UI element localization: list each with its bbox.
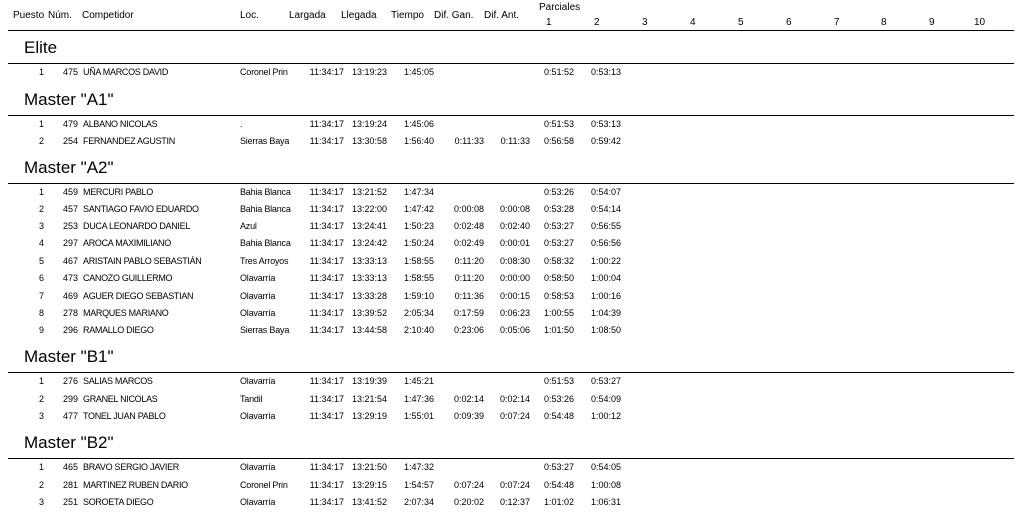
split-1: 0:53:27 [543, 462, 574, 472]
competitor-name: AGUER DIEGO SEBASTIAN [83, 291, 194, 301]
position: 1 [38, 462, 44, 472]
split-2: 1:08:50 [590, 325, 621, 335]
bib-number: 465 [62, 462, 78, 472]
total-time: 1:56:40 [403, 136, 434, 146]
start-time: 11:34:17 [309, 291, 344, 301]
finish-time: 13:39:52 [351, 308, 387, 318]
total-time: 2:05:34 [403, 308, 434, 318]
position: 4 [38, 238, 44, 248]
location: Bahia Blanca [240, 187, 291, 197]
finish-time: 13:22:00 [351, 204, 387, 214]
split-2: 0:54:07 [590, 187, 621, 197]
finish-time: 13:24:41 [351, 221, 387, 231]
gap-to-previous: 0:02:40 [499, 221, 530, 231]
split-1: 0:51:53 [543, 376, 574, 386]
start-time: 11:34:17 [309, 376, 344, 386]
finish-time: 13:33:28 [351, 291, 387, 301]
bib-number: 457 [62, 204, 78, 214]
gap-to-winner: 0:17:59 [453, 308, 484, 318]
start-time: 11:34:17 [309, 136, 344, 146]
competitor-name: MARQUES MARIANO [83, 308, 169, 318]
gap-to-previous: 0:00:00 [499, 273, 530, 283]
category-title: Master "B2" [24, 433, 114, 452]
split-2: 0:54:14 [590, 204, 621, 214]
split-1: 0:58:53 [543, 291, 574, 301]
bib-number: 296 [62, 325, 78, 335]
bib-number: 467 [62, 256, 78, 266]
bib-number: 477 [62, 411, 78, 421]
total-time: 1:50:24 [403, 238, 434, 248]
table-row [0, 272, 1024, 289]
split-2: 1:00:22 [590, 256, 621, 266]
position: 2 [38, 394, 44, 404]
gap-to-winner: 0:07:24 [453, 480, 484, 490]
position: 9 [38, 325, 44, 335]
bib-number: 253 [62, 221, 78, 231]
total-time: 1:47:34 [403, 187, 434, 197]
gap-to-previous: 0:02:14 [499, 394, 530, 404]
table-row [0, 324, 1024, 341]
header-num: Núm. [48, 10, 72, 21]
start-time: 11:34:17 [309, 497, 344, 507]
gap-to-winner: 0:02:48 [453, 221, 484, 231]
header-puesto: Puesto [13, 10, 45, 21]
gap-to-winner: 0:02:14 [453, 394, 484, 404]
split-2: 0:56:56 [590, 238, 621, 248]
table-row [0, 290, 1024, 307]
total-time: 1:55:01 [403, 411, 434, 421]
gap-to-previous: 0:05:06 [499, 325, 530, 335]
start-time: 11:34:17 [309, 411, 344, 421]
total-time: 1:50:23 [403, 221, 434, 231]
competitor-name: DUCA LEONARDO DANIEL [83, 221, 191, 231]
gap-to-winner: 0:09:39 [453, 411, 484, 421]
split-col-2: 2 [594, 17, 600, 28]
split-1: 0:53:26 [543, 394, 574, 404]
category-title: Master "B1" [24, 347, 114, 366]
table-row [0, 237, 1024, 254]
location: Olavarría [240, 462, 276, 472]
gap-to-winner: 0:11:20 [454, 273, 484, 283]
start-time: 11:34:17 [309, 238, 344, 248]
split-2: 1:00:16 [590, 291, 621, 301]
position: 2 [38, 480, 44, 490]
bib-number: 251 [62, 497, 78, 507]
bib-number: 469 [62, 291, 78, 301]
competitor-name: RAMALLO DIEGO [83, 325, 154, 335]
total-time: 1:45:05 [403, 67, 434, 77]
split-col-3: 3 [642, 17, 648, 28]
location: Sierras Baya [240, 325, 290, 335]
split-col-4: 4 [690, 17, 696, 28]
start-time: 11:34:17 [309, 308, 344, 318]
position: 3 [38, 497, 44, 507]
total-time: 1:54:57 [403, 480, 434, 490]
split-2: 0:54:05 [590, 462, 621, 472]
location: Olavarría [240, 273, 276, 283]
split-1: 0:54:48 [543, 480, 574, 490]
finish-time: 13:21:50 [351, 462, 387, 472]
start-time: 11:34:17 [309, 187, 344, 197]
header-llegada: Llegada [341, 10, 377, 21]
table-row [0, 186, 1024, 203]
position: 1 [38, 67, 44, 77]
gap-to-previous: 0:12:37 [499, 497, 530, 507]
competitor-name: SOROETA DIEGO [83, 497, 154, 507]
total-time: 1:59:10 [403, 291, 434, 301]
gap-to-previous: 0:00:15 [499, 291, 530, 301]
split-1: 1:00:55 [543, 308, 574, 318]
competitor-name: ALBANO NICOLAS [83, 119, 158, 129]
bib-number: 479 [62, 119, 78, 129]
location: Olavarría [240, 411, 276, 421]
category-title: Master "A2" [24, 158, 114, 177]
finish-time: 13:19:23 [351, 67, 387, 77]
start-time: 11:34:17 [309, 462, 344, 472]
split-2: 1:04:39 [590, 308, 621, 318]
gap-to-winner: 0:11:20 [454, 256, 484, 266]
gap-to-winner: 0:00:08 [453, 204, 484, 214]
bib-number: 475 [62, 67, 78, 77]
total-time: 2:10:40 [403, 325, 434, 335]
gap-to-previous: 0:00:01 [499, 238, 530, 248]
split-col-6: 6 [786, 17, 792, 28]
table-row [0, 410, 1024, 427]
finish-time: 13:19:39 [351, 376, 387, 386]
header-dif-gan: Dif. Gan. [434, 10, 474, 21]
finish-time: 13:41:52 [351, 497, 387, 507]
gap-to-winner: 0:02:49 [453, 238, 484, 248]
header-dif-ant: Dif. Ant. [484, 10, 520, 21]
position: 2 [38, 136, 44, 146]
table-row [0, 307, 1024, 324]
gap-to-winner: 0:23:06 [453, 325, 484, 335]
finish-time: 13:30:58 [351, 136, 387, 146]
competitor-name: SALIAS MARCOS [83, 376, 153, 386]
location: Olavarría [240, 291, 276, 301]
header-loc: Loc. [240, 10, 259, 21]
split-1: 0:53:27 [543, 238, 574, 248]
bib-number: 276 [62, 376, 78, 386]
start-time: 11:34:17 [309, 480, 344, 490]
gap-to-previous: 0:07:24 [499, 480, 530, 490]
location: Olavarría [240, 376, 276, 386]
start-time: 11:34:17 [309, 119, 344, 129]
competitor-name: GRANEL NICOLAS [83, 394, 158, 404]
header-parciales: Parciales [539, 2, 581, 13]
split-col-10: 10 [974, 17, 986, 28]
table-row [0, 220, 1024, 237]
split-1: 0:53:27 [543, 221, 574, 231]
competitor-name: MARTINEZ RUBEN DARIO [83, 480, 188, 490]
start-time: 11:34:17 [309, 394, 344, 404]
gap-to-winner: 0:11:33 [454, 136, 484, 146]
category-rule [8, 63, 1014, 64]
start-time: 11:34:17 [309, 325, 344, 335]
split-1: 0:58:50 [543, 273, 574, 283]
position: 1 [38, 376, 44, 386]
total-time: 2:07:34 [403, 497, 434, 507]
table-row [0, 118, 1024, 135]
split-2: 0:53:27 [590, 376, 621, 386]
split-col-5: 5 [738, 17, 744, 28]
total-time: 1:58:55 [403, 256, 434, 266]
category-title: Elite [24, 38, 58, 57]
location: Coronel Prin [240, 67, 288, 77]
bib-number: 297 [62, 238, 78, 248]
total-time: 1:47:32 [403, 462, 434, 472]
location: Bahia Blanca [240, 238, 291, 248]
start-time: 11:34:17 [309, 67, 344, 77]
bib-number: 473 [62, 273, 78, 283]
gap-to-previous: 0:06:23 [499, 308, 530, 318]
split-1: 0:53:26 [543, 187, 574, 197]
position: 3 [38, 411, 44, 421]
gap-to-previous: 0:07:24 [499, 411, 530, 421]
table-row [0, 479, 1024, 496]
competitor-name: CANOZO GUILLERMO [83, 273, 173, 283]
split-2: 0:53:13 [590, 67, 621, 77]
header-competidor: Competidor [82, 10, 134, 21]
total-time: 1:45:21 [403, 376, 434, 386]
split-col-7: 7 [834, 17, 840, 28]
bib-number: 299 [62, 394, 78, 404]
split-2: 0:59:42 [590, 136, 621, 146]
bib-number: 278 [62, 308, 78, 318]
finish-time: 13:21:54 [351, 394, 387, 404]
table-row [0, 375, 1024, 392]
position: 1 [38, 119, 44, 129]
total-time: 1:45:06 [403, 119, 434, 129]
total-time: 1:58:55 [403, 273, 434, 283]
position: 1 [38, 187, 44, 197]
location: Coronel Prin [240, 480, 288, 490]
location: . [240, 119, 243, 129]
position: 5 [38, 256, 44, 266]
table-row [0, 66, 1024, 83]
start-time: 11:34:17 [309, 221, 344, 231]
finish-time: 13:29:19 [351, 411, 387, 421]
competitor-name: MERCURI PABLO [83, 187, 153, 197]
split-2: 0:56:55 [590, 221, 621, 231]
header-largada: Largada [289, 10, 326, 21]
category-title: Master "A1" [24, 90, 114, 109]
finish-time: 13:44:58 [351, 325, 387, 335]
competitor-name: UÑA MARCOS DAVID [83, 67, 169, 77]
split-col-1: 1 [546, 17, 552, 28]
split-1: 0:51:53 [543, 119, 574, 129]
finish-time: 13:24:42 [351, 238, 387, 248]
split-col-8: 8 [881, 17, 887, 28]
total-time: 1:47:42 [403, 204, 434, 214]
table-header [0, 0, 1024, 30]
split-1: 0:53:28 [543, 204, 574, 214]
finish-time: 13:19:24 [351, 119, 387, 129]
split-1: 1:01:02 [543, 497, 574, 507]
location: Tres Arroyos [240, 256, 289, 266]
start-time: 11:34:17 [309, 256, 344, 266]
split-2: 0:53:13 [590, 119, 621, 129]
category-rule [8, 115, 1014, 116]
split-1: 0:51:52 [543, 67, 574, 77]
table-row [0, 461, 1024, 478]
table-row [0, 135, 1024, 152]
competitor-name: TONEL JUAN PABLO [83, 411, 166, 421]
split-1: 0:54:48 [543, 411, 574, 421]
location: Olavarría [240, 497, 276, 507]
location: Azul [240, 221, 257, 231]
start-time: 11:34:17 [309, 273, 344, 283]
category-rule [8, 458, 1014, 459]
split-2: 1:00:12 [590, 411, 621, 421]
position: 6 [38, 273, 44, 283]
gap-to-previous: 0:08:30 [499, 256, 530, 266]
location: Bahia Blanca [240, 204, 291, 214]
location: Olavarría [240, 308, 276, 318]
bib-number: 254 [62, 136, 78, 146]
location: Sierras Baya [240, 136, 290, 146]
finish-time: 13:33:13 [351, 273, 387, 283]
finish-time: 13:21:52 [351, 187, 387, 197]
start-time: 11:34:17 [309, 204, 344, 214]
split-col-9: 9 [929, 17, 935, 28]
competitor-name: FERNANDEZ AGUSTIN [83, 136, 175, 146]
position: 2 [38, 204, 44, 214]
category-rule [8, 372, 1014, 373]
bib-number: 459 [62, 187, 78, 197]
table-row [0, 393, 1024, 410]
table-row [0, 203, 1024, 220]
table-row [0, 496, 1024, 513]
gap-to-winner: 0:20:02 [453, 497, 484, 507]
competitor-name: AROCA MAXIMILIANO [83, 238, 171, 248]
split-2: 1:00:04 [590, 273, 621, 283]
location: Tandil [240, 394, 263, 404]
competitor-name: ARISTAIN PABLO SEBASTIÁN [83, 256, 202, 266]
gap-to-previous: 0:11:33 [500, 136, 530, 146]
split-2: 0:54:09 [590, 394, 621, 404]
category-rule [8, 183, 1014, 184]
position: 3 [38, 221, 44, 231]
table-row [0, 255, 1024, 272]
position: 8 [38, 308, 44, 318]
gap-to-previous: 0:00:08 [499, 204, 530, 214]
position: 7 [38, 291, 44, 301]
split-2: 1:00:08 [590, 480, 621, 490]
split-1: 1:01:50 [543, 325, 574, 335]
split-1: 0:58:32 [543, 256, 574, 266]
competitor-name: SANTIAGO FAVIO EDUARDO [83, 204, 199, 214]
competitor-name: BRAVO SERGIO JAVIER [83, 462, 179, 472]
split-1: 0:56:58 [543, 136, 574, 146]
split-2: 1:06:31 [590, 497, 621, 507]
bib-number: 281 [62, 480, 78, 490]
total-time: 1:47:36 [403, 394, 434, 404]
gap-to-winner: 0:11:36 [454, 291, 484, 301]
finish-time: 13:33:13 [351, 256, 387, 266]
finish-time: 13:29:15 [351, 480, 387, 490]
header-rule [8, 30, 1014, 31]
header-tiempo: Tiempo [391, 10, 424, 21]
